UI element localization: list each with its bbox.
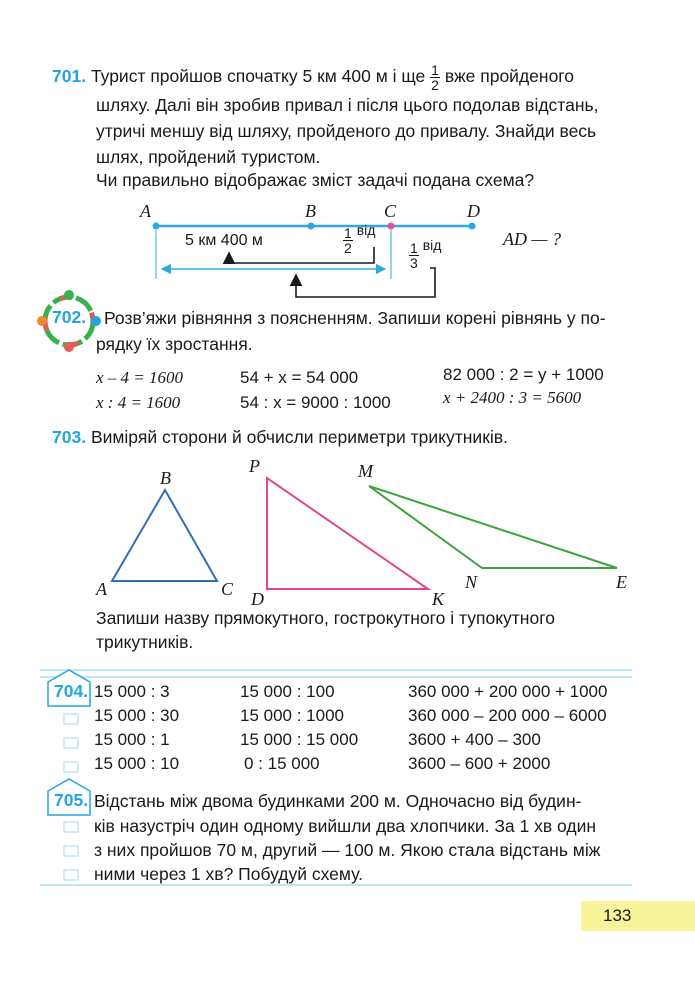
expr-704-3-1: 360 000 + 200 000 + 1000 <box>408 682 608 701</box>
label-point-c: C <box>384 201 397 221</box>
scheme-question: AD — ? <box>503 229 561 249</box>
problem-705-line3: з них пройшов 70 м, другий — 100 м. Якою стала відстань між <box>94 840 601 860</box>
problem-number-705: 705. <box>54 790 89 810</box>
homework-top-rule <box>40 669 632 671</box>
point-c-dot <box>388 223 395 230</box>
equation-2: x : 4 = 1600 <box>96 393 181 412</box>
vertex-n: N <box>465 572 478 592</box>
expr-704-2-3: 15 000 : 15 000 <box>240 730 359 749</box>
problem-702-line1: Розв’яжи рівняння з поясненням. Запиши корені рівнянь у по- <box>104 308 606 328</box>
homework-top-rule-2 <box>40 676 632 678</box>
vertex-d: D <box>251 589 264 609</box>
expr-704-3-2: 360 000 – 200 000 – 6000 <box>408 706 607 725</box>
expr-704-1-3: 15 000 : 1 <box>94 730 170 749</box>
expr-704-3-4: 3600 – 600 + 2000 <box>408 754 551 773</box>
problem-number-704: 704. <box>54 681 89 701</box>
scheme-half-fraction: $\frac{1}{2}$ від <box>344 222 376 256</box>
vertex-a: A <box>96 579 107 599</box>
expr-704-1-1: 15 000 : 3 <box>94 682 170 701</box>
label-point-d: D <box>467 201 480 221</box>
vertex-p: P <box>249 456 260 476</box>
expr-704-1-4: 15 000 : 10 <box>94 754 180 773</box>
problem-703-note2: трикутників. <box>96 632 194 652</box>
expr-704-3-3: 3600 + 400 – 300 <box>408 730 541 749</box>
problem-705-line4: ними через 1 хв? Побудуй схему. <box>94 864 364 884</box>
vertex-b: B <box>160 468 171 488</box>
expr-704-2-4: 0 : 15 000 <box>244 754 320 773</box>
page-number: 133 <box>581 901 695 931</box>
problem-703-line1: 703. Виміряй сторони й обчисли периметри трикутників. <box>52 427 508 447</box>
expr-704-2-2: 15 000 : 1000 <box>240 706 344 725</box>
triangle-pdk <box>267 478 428 589</box>
problem-number-703: 703. <box>52 427 87 447</box>
problem-701-line4: шлях, пройдений туристом. <box>96 147 321 167</box>
arrow-third <box>296 268 435 297</box>
fraction-one-half: $\frac{1}{2}$ <box>431 62 439 93</box>
problem-701-line5: Чи правильно відображає зміст задачі подана схема? <box>96 170 535 190</box>
expr-704-1-2: 15 000 : 30 <box>94 706 180 725</box>
equation-5: 82 000 : 2 = y + 1000 <box>443 365 604 384</box>
equation-6: x + 2400 : 3 = 5600 <box>443 388 582 407</box>
vertex-k: K <box>432 589 445 609</box>
problem-701-line3: утричі меншу від шляху, пройденого до привалу. Знайди весь <box>96 121 597 141</box>
point-d-dot <box>469 223 476 230</box>
label-point-b: B <box>305 201 316 221</box>
vertex-c: C <box>221 579 234 599</box>
point-a-dot <box>153 223 160 230</box>
triangle-abc <box>112 490 217 581</box>
problem-number-701: 701. <box>52 66 87 87</box>
label-point-a: A <box>140 201 151 221</box>
equation-3: 54 + x = 54 000 <box>240 368 359 387</box>
equation-1: x – 4 = 1600 <box>96 368 184 387</box>
expr-704-2-1: 15 000 : 100 <box>240 682 335 701</box>
problem-703-note1: Запиши назву прямокутного, гострокутного і тупокутного <box>96 608 555 628</box>
vertex-m: M <box>358 461 373 481</box>
problem-702-line2: рядку їх зростання. <box>96 334 253 354</box>
problem-705-line2: ків назустріч один одному вийшли два хлопчики. За 1 хв один <box>94 816 597 836</box>
point-b-dot <box>308 223 315 230</box>
vertex-e: E <box>616 572 627 592</box>
scheme-third-fraction: $\frac{1}{3}$ від <box>410 237 442 271</box>
problem-number-702: 702. <box>52 307 87 327</box>
problem-705-line1: Відстань між двома будинками 200 м. Одночасно від будин- <box>94 791 582 811</box>
segment-length-label: 5 км 400 м <box>185 232 263 249</box>
problem-701-line2: шляху. Далі він зробив привал і після цього подолав відстань, <box>96 95 599 115</box>
equation-4: 54 : x = 9000 : 1000 <box>240 393 391 412</box>
triangle-mne <box>369 486 617 568</box>
problem-701-line1: 701. Турист пройшов спочатку 5 км 400 м і ще $\frac{1}{2}$ вже пройденого <box>52 62 575 93</box>
